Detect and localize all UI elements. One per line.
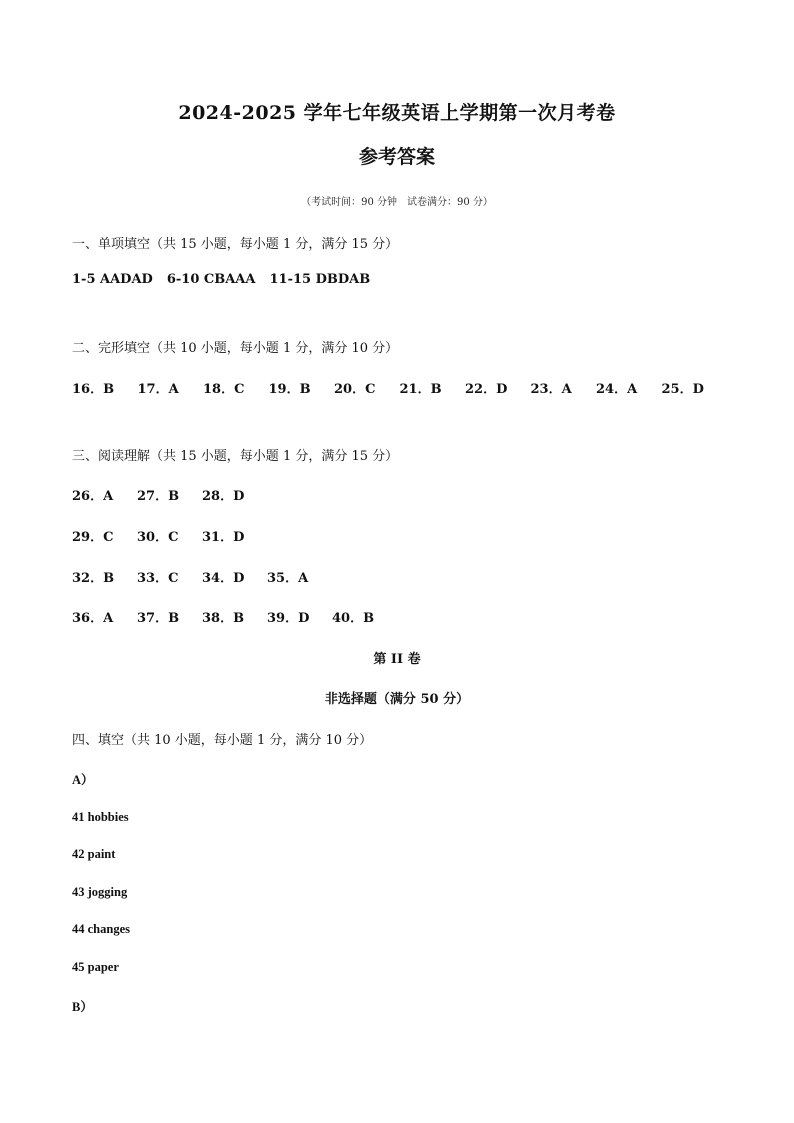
answer-item: 43 jogging	[72, 885, 128, 899]
section4-heading: 四、填空（共 10 小题，每小题 1 分，满分 10 分）	[72, 733, 373, 748]
answer-item: 28．D	[202, 489, 245, 504]
section2-answers	[72, 378, 727, 397]
part-a-label: A）	[72, 773, 94, 787]
answer-group: 11-15 DBDAB	[269, 272, 371, 287]
answer-item: 42 paint	[72, 847, 116, 861]
answer-item: 18．C	[203, 382, 245, 397]
answer-item: 20．C	[334, 382, 376, 397]
answer-item: 34．D	[202, 571, 245, 586]
answer-item: 27．B	[137, 489, 180, 504]
answer-item: 31．D	[202, 530, 245, 545]
part2-title: 非选择题（满分 50 分）	[324, 692, 470, 707]
answer-item: 41 hobbies	[72, 810, 129, 824]
answer-item: 23．A	[530, 382, 572, 397]
answer-item: 21．B	[399, 382, 442, 397]
section3-row-3	[72, 567, 332, 586]
answer-item: 16．B	[72, 382, 115, 397]
answer-item: 22．D	[465, 382, 508, 397]
section3-row-2	[72, 526, 267, 545]
answer-item: 39．D	[267, 611, 310, 626]
section2-heading: 二、完形填空（共 10 小题，每小题 1 分，满分 10 分）	[72, 341, 399, 356]
answer-item: 19．B	[268, 382, 311, 397]
answer-item: 17．A	[137, 382, 179, 397]
answer-item: 45 paper	[72, 960, 119, 974]
part-b-label: B）	[72, 1000, 93, 1014]
answer-group: 1-5 AADAD	[72, 272, 153, 287]
page-subtitle: 参考答案	[358, 146, 435, 168]
page-title: 2024-2025 学年七年级英语上学期第一次月考卷	[178, 102, 616, 124]
answer-item: 37．B	[137, 611, 180, 626]
answer-item: 29．C	[72, 530, 114, 545]
section1-answers	[72, 272, 384, 287]
answer-group: 6-10 CBAAA	[166, 272, 256, 287]
answer-item: 30．C	[137, 530, 179, 545]
section3-row-4	[72, 607, 397, 626]
answer-item: 44 changes	[72, 922, 130, 936]
section1-heading: 一、单项填空（共 15 小题，每小题 1 分，满分 15 分）	[72, 237, 399, 252]
answer-item: 36．A	[72, 611, 114, 626]
answer-item: 24．A	[596, 382, 638, 397]
answer-item: 40．B	[332, 611, 375, 626]
answer-item: 26．A	[72, 489, 114, 504]
answer-item: 35．A	[267, 571, 309, 586]
answer-item: 25．D	[661, 382, 704, 397]
section3-row-1	[72, 485, 267, 504]
part2-label: 第 II 卷	[373, 652, 421, 667]
answer-item: 38．B	[202, 611, 245, 626]
answer-item: 32．B	[72, 571, 115, 586]
section3-heading: 三、阅读理解（共 15 小题，每小题 1 分，满分 15 分）	[72, 449, 399, 464]
exam-info: （考试时间：90 分钟 试卷满分：90 分）	[301, 197, 493, 208]
answer-item: 33．C	[137, 571, 179, 586]
